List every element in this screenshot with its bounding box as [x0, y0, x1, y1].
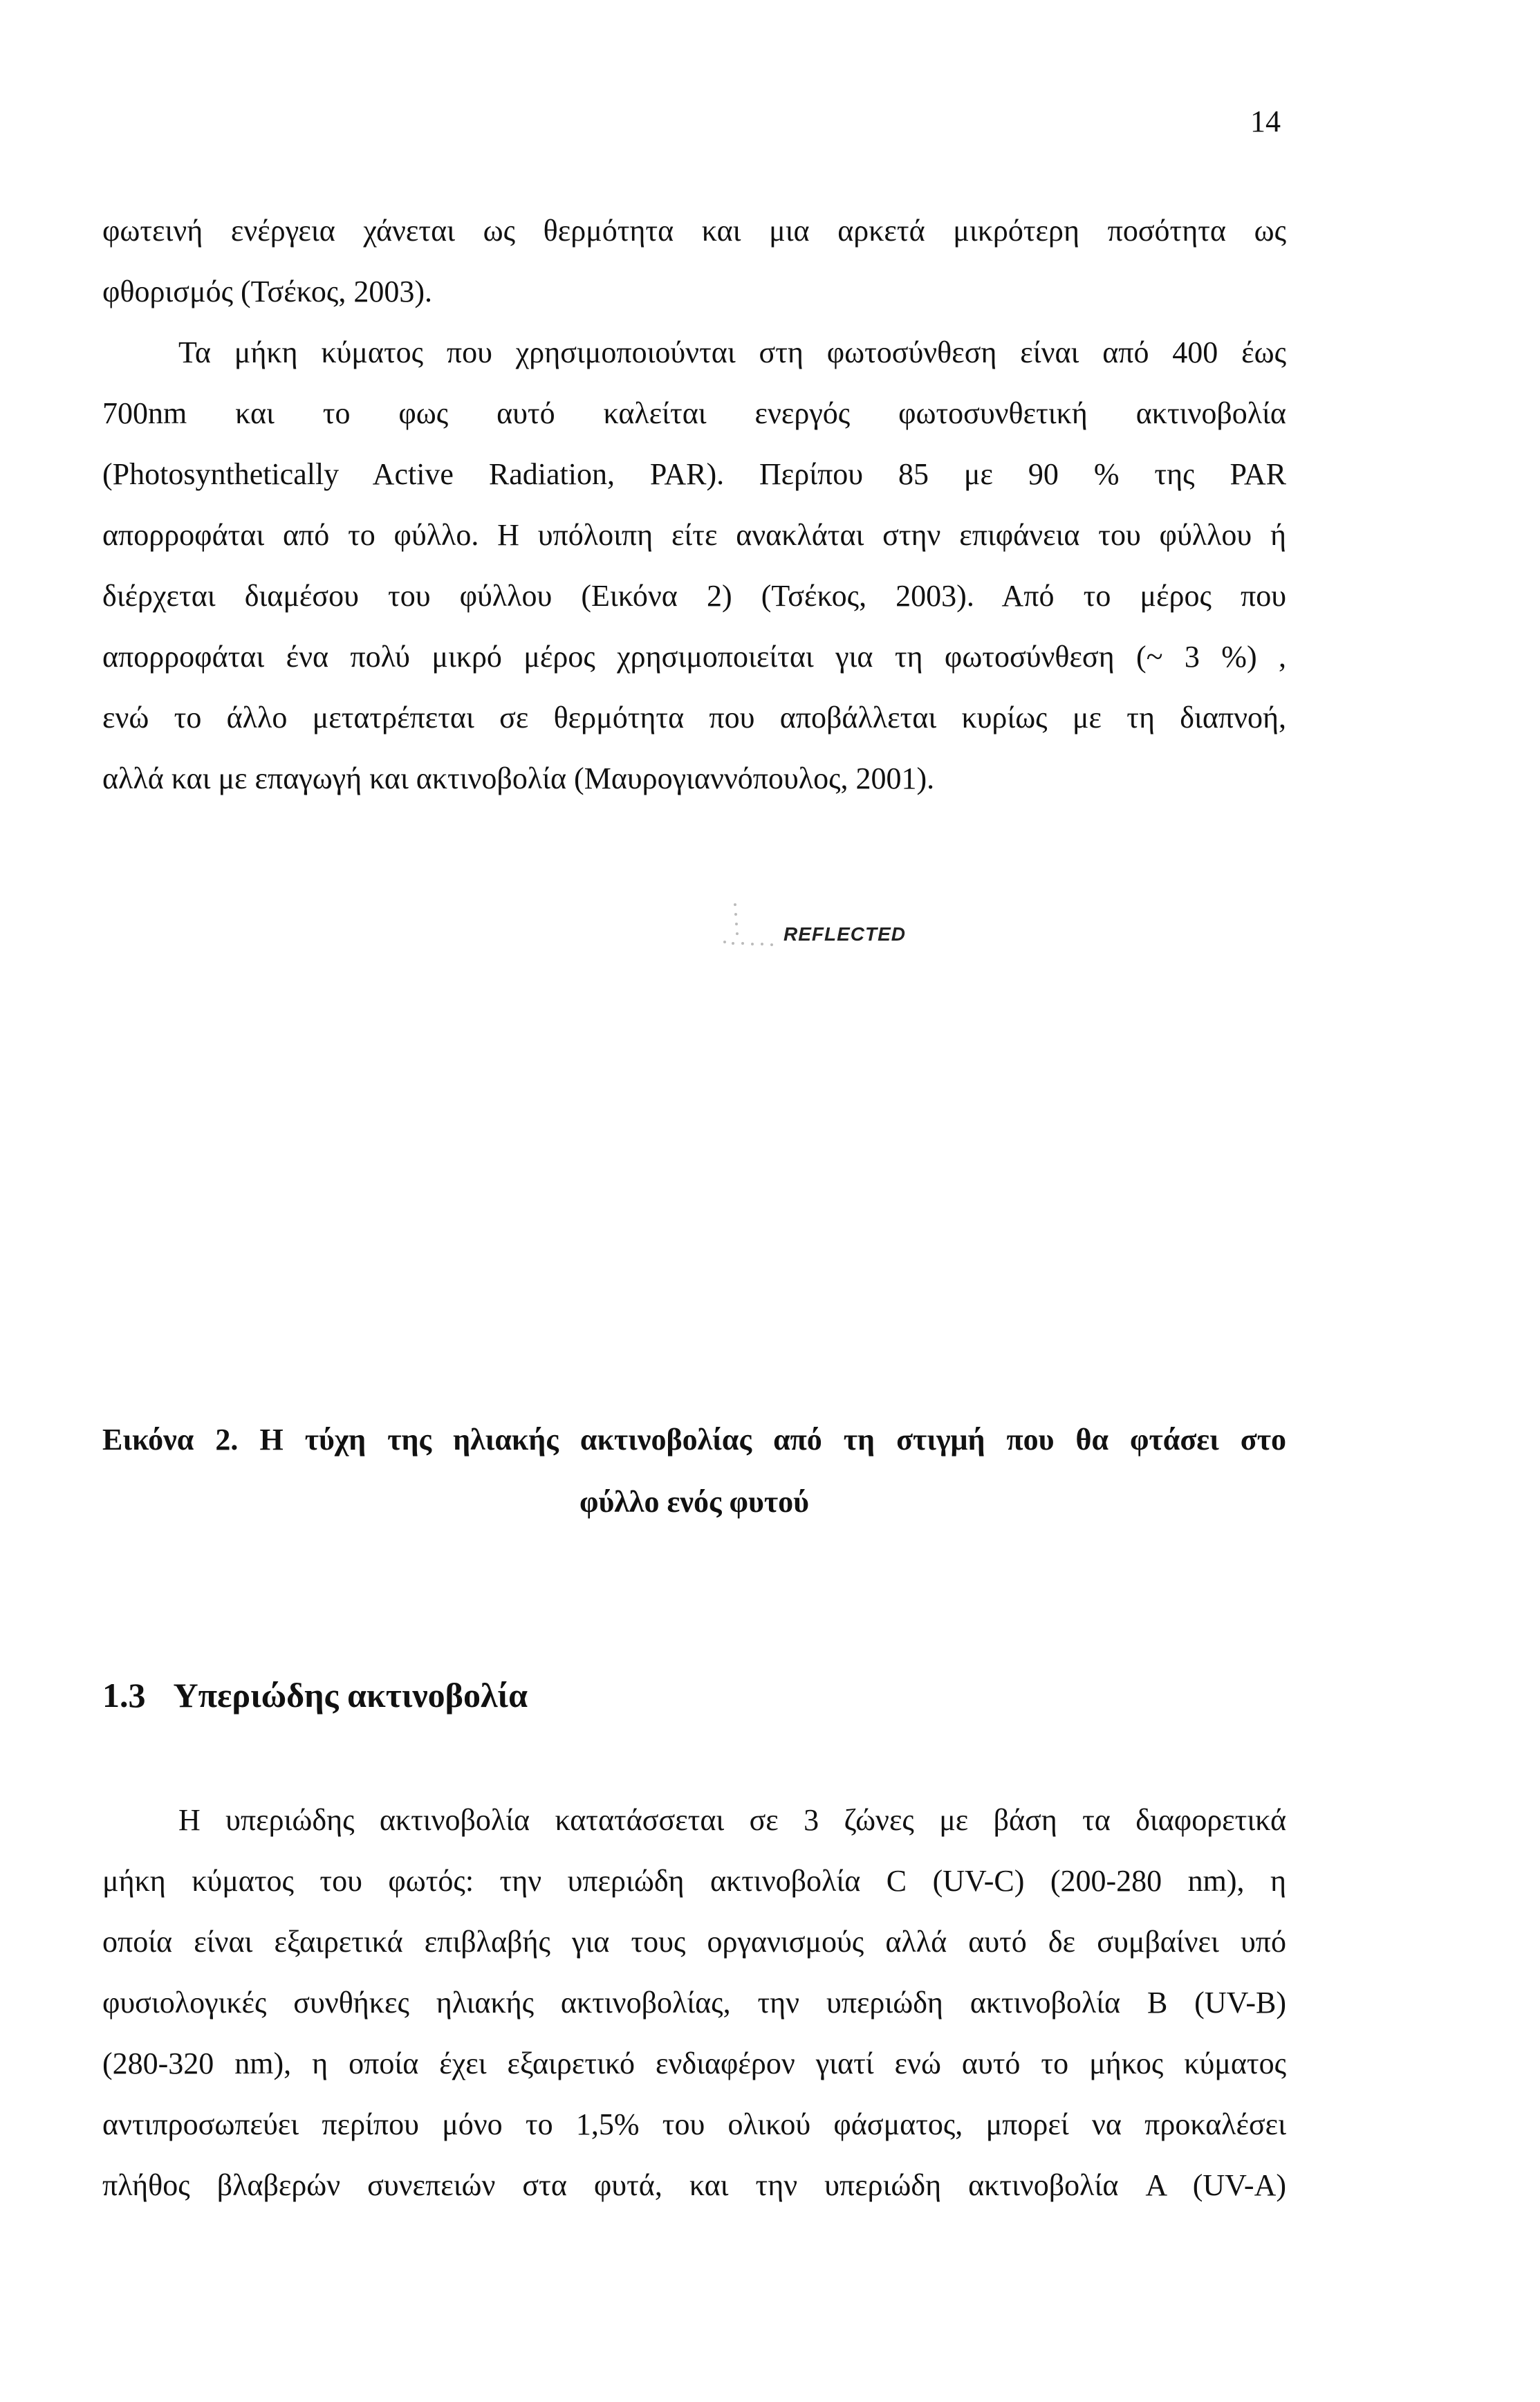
paragraph-line: απορροφάται ένα πολύ μικρό μέρος χρησιμοποιείται για τη φωτοσύνθεση (~ 3 %) , [102, 640, 1286, 674]
figure-faint-marks [614, 899, 794, 954]
figure-2 [102, 878, 1286, 1390]
paragraph-1 [102, 201, 1286, 809]
page-number: 14 [1250, 104, 1281, 138]
paragraph-line: φωτεινή ενέργεια χάνεται ως θερμότητα και μια αρκετά μικρότερη ποσότητα ως [102, 214, 1286, 248]
figure-label-reflected: REFLECTED [783, 923, 906, 945]
paragraph-line: αλλά και με επαγωγή και ακτινοβολία (Μαυρογιαννόπουλος, 2001). [102, 761, 935, 795]
paragraph-line: πλήθος βλαβερών συνεπειών στα φυτά, και την υπεριώδη ακτινοβολία A (UV-A) [102, 2168, 1286, 2202]
paragraph-2 [102, 1790, 1286, 2216]
figure-caption: Εικόνα 2. Η τύχη της ηλιακής ακτινοβολίας από τη στιγμή που θα φτάσει στο [102, 1423, 1286, 1457]
paragraph-line: ενώ το άλλο μετατρέπεται σε θερμότητα που αποβάλλεται κυρίως με τη διαπνοή, [102, 701, 1286, 735]
paragraph-line: Η υπεριώδης ακτινοβολία κατατάσσεται σε 3 ζώνες με βάση τα διαφορετικά [178, 1803, 1286, 1837]
paragraph-line: 700nm και το φως αυτό καλείται ενεργός φωτοσυνθετική ακτινοβολία [102, 396, 1286, 430]
figure-caption-continuation: φύλλο ενός φυτού [579, 1485, 809, 1519]
paragraph-line: Τα μήκη κύματος που χρησιμοποιούνται στη φωτοσύνθεση είναι από 400 έως [178, 335, 1286, 369]
section-heading [102, 1675, 528, 1715]
section-number: 1.3 [102, 1676, 146, 1715]
paragraph-line: αντιπροσωπεύει περίπου μόνο το 1,5% του ολικού φάσματος, μπορεί να προκαλέσει [102, 2107, 1286, 2141]
paragraph-line: μήκη κύματος του φωτός: την υπεριώδη ακτινοβολία C (UV-C) (200-280 nm), η [102, 1864, 1286, 1898]
paragraph-line: διέρχεται διαμέσου του φύλλου (Εικόνα 2) (Τσέκος, 2003). Από το μέρος που [102, 579, 1286, 613]
section-title: Υπεριώδης ακτινοβολία [173, 1676, 528, 1715]
paragraph-line: οποία είναι εξαιρετικά επιβλαβής για τους οργανισμούς αλλά αυτό δε συμβαίνει υπό [102, 1925, 1286, 1959]
paragraph-line: φθορισμός (Τσέκος, 2003). [102, 275, 432, 308]
paragraph-line: φυσιολογικές συνθήκες ηλιακής ακτινοβολίας, την υπεριώδη ακτινοβολία B (UV-B) [102, 1986, 1286, 2020]
paragraph-line: (Photosynthetically Active Radiation, PAR). Περίπου 85 με 90 % της PAR [102, 457, 1286, 491]
paragraph-line: (280-320 nm), η οποία έχει εξαιρετικό ενδιαφέρον γιατί ενώ αυτό το μήκος κύματος [102, 2047, 1286, 2080]
paragraph-line: απορροφάται από το φύλλο. Η υπόλοιπη είτε ανακλάται στην επιφάνεια του φύλλου ή [102, 518, 1286, 552]
